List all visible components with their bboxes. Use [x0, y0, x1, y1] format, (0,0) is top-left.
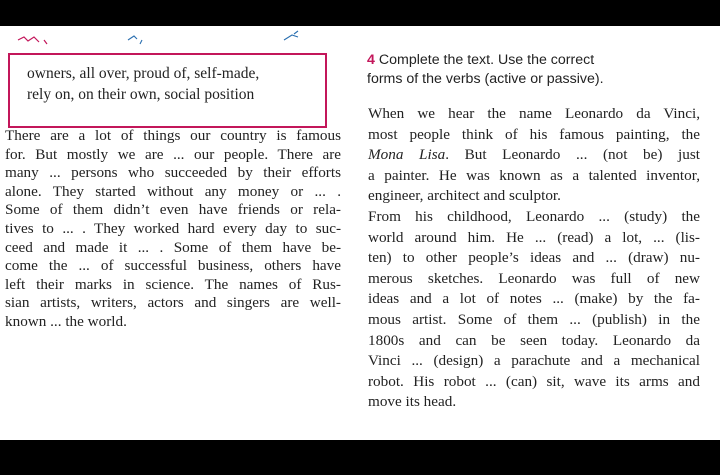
- text-line: merous sketches. Leonardo was full of new: [368, 269, 700, 287]
- painting-title: Mona Lisa: [368, 146, 446, 164]
- exercise-title-line: forms of the verbs (active or passive).: [367, 71, 604, 87]
- bird-doodle-mid: [128, 36, 142, 44]
- exercise-title-line: Complete the text. Use the correct: [378, 52, 595, 68]
- text-line: many ... persons who succeeded by their efforts: [5, 164, 341, 182]
- text-line: left their marks in science. The names of Rus-: [5, 275, 341, 293]
- bird-doodle-left: [18, 37, 47, 44]
- right-paragraph: [368, 104, 700, 413]
- text-line: ten) to other people’s ideas and ... (draw) nu-: [368, 249, 700, 267]
- word-box-line: rely on, on their own, social position: [27, 86, 255, 103]
- text-line: mous artist. Some of them ... (publish) in the: [368, 310, 700, 328]
- text-line: for. But mostly we are ... our people. There are: [5, 145, 341, 163]
- text-line: 1800s and can be seen today. Leonardo da: [368, 331, 700, 349]
- text-line: most people think of his famous painting, the: [368, 125, 700, 143]
- text-line: world around him. He ... (read) a lot, ... (lis-: [368, 228, 700, 246]
- text-line: alone. They started without any money or ... .: [5, 182, 341, 200]
- text-line: Vinci ... (design) a parachute and a mechanical: [368, 352, 700, 370]
- bird-doodle-right: [284, 31, 298, 40]
- text-line: When we hear the name Leonardo da Vinci,: [368, 105, 700, 122]
- text-line: Mona Lisa. But Leonardo ... (not be) just: [368, 146, 700, 164]
- textbook-page: [0, 26, 720, 440]
- text-line: a painter. He was known as a talented inventor,: [368, 166, 700, 184]
- text-line: ceed and made it ... . Some of them have be-: [5, 238, 341, 256]
- text-line: move its head.: [368, 393, 457, 411]
- text-line: There are a lot of things our country is famous: [5, 127, 341, 144]
- word-box: [8, 53, 327, 128]
- exercise-number: 4: [367, 52, 375, 68]
- text-line: ideas and a lot of notes ... (make) by the fa-: [368, 290, 700, 308]
- text-line: From his childhood, Leonardo ... (study) the: [368, 207, 700, 225]
- text-line: tives to ... . They worked hard every day to suc-: [5, 219, 341, 237]
- text-line: sian artists, writers, actors and singers are well-: [5, 294, 341, 312]
- text-line: Some of them didn’t even have friends or rela-: [5, 201, 341, 219]
- text-line: come the ... of successful business, others have: [5, 257, 341, 275]
- left-paragraph: [5, 127, 341, 332]
- word-box-line: owners, all over, proud of, self-made,: [27, 65, 260, 82]
- text-line: known ... the world.: [5, 312, 127, 330]
- text-line: robot. His robot ... (can) sit, wave its arms and: [368, 372, 700, 390]
- exercise-heading: [367, 51, 667, 89]
- text-line: engineer, architect and sculptor.: [368, 187, 561, 205]
